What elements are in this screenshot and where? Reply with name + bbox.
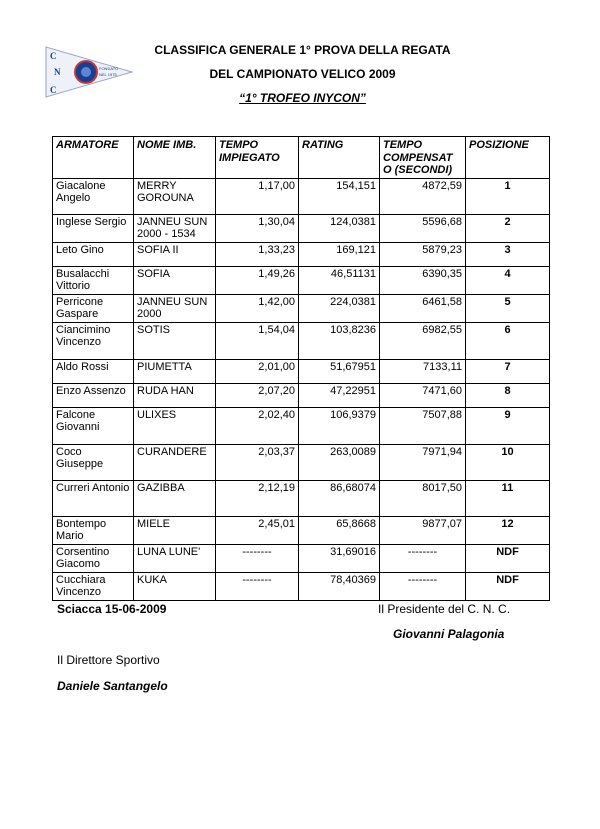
director-title: Il Direttore Sportivo bbox=[57, 653, 160, 667]
results-table bbox=[52, 136, 550, 601]
cell-armatore: Bontempo Mario bbox=[53, 516, 134, 544]
col-header-posizione: POSIZIONE bbox=[466, 137, 550, 179]
cell-tempo-compensato: 7507,88 bbox=[380, 407, 466, 444]
cell-nome-imb: JANNEU SUN 2000 - 1534 bbox=[134, 214, 216, 242]
cell-armatore: Giacalone Angelo bbox=[53, 178, 134, 214]
cell-posizione: 3 bbox=[466, 242, 550, 266]
cell-armatore: Perricone Gaspare bbox=[53, 294, 134, 322]
title-line-1: CLASSIFICA GENERALE 1° PROVA DELLA REGATA bbox=[154, 43, 451, 57]
cell-tempo-impiegato: 1,17,00 bbox=[216, 178, 299, 214]
cell-nome-imb: PIUMETTA bbox=[134, 359, 216, 383]
cell-posizione: 10 bbox=[466, 444, 550, 480]
cell-nome-imb: KUKA bbox=[134, 572, 216, 600]
cell-tempo-impiegato: 2,02,40 bbox=[216, 407, 299, 444]
cell-armatore: Curreri Antonio bbox=[53, 480, 134, 516]
cell-armatore: Busalacchi Vittorio bbox=[53, 266, 134, 294]
cell-posizione: NDF bbox=[466, 544, 550, 572]
table-row bbox=[53, 572, 550, 600]
col-header-tempo: TEMPO IMPIEGATO bbox=[216, 137, 299, 179]
cell-tempo-compensato: 6390,35 bbox=[380, 266, 466, 294]
col-header-rating: RATING bbox=[299, 137, 380, 179]
cell-tempo-compensato: 6461,58 bbox=[380, 294, 466, 322]
cell-tempo-compensato: 7971,94 bbox=[380, 444, 466, 480]
table-row bbox=[53, 178, 550, 214]
title-line-2: DEL CAMPIONATO VELICO 2009 bbox=[209, 67, 396, 81]
table-row bbox=[53, 359, 550, 383]
cell-armatore: Aldo Rossi bbox=[53, 359, 134, 383]
logo-badge-core-icon bbox=[81, 67, 91, 77]
cell-armatore: Ciancimino Vincenzo bbox=[53, 322, 134, 359]
cell-nome-imb: SOFIA II bbox=[134, 242, 216, 266]
logo-letter-bottom: C bbox=[50, 85, 57, 95]
logo-letter-middle: N bbox=[54, 67, 61, 77]
cell-posizione: 12 bbox=[466, 516, 550, 544]
president-title: Il Presidente del C. N. C. bbox=[378, 602, 511, 616]
cell-rating: 46,51131 bbox=[299, 266, 380, 294]
director-name: Daniele Santangelo bbox=[57, 679, 168, 693]
cell-rating: 78,40369 bbox=[299, 572, 380, 600]
cell-tempo-compensato: -------- bbox=[380, 572, 466, 600]
cell-nome-imb: SOTIS bbox=[134, 322, 216, 359]
cell-rating: 154,151 bbox=[299, 178, 380, 214]
cell-armatore: Corsentino Giacomo bbox=[53, 544, 134, 572]
cell-tempo-impiegato: 2,12,19 bbox=[216, 480, 299, 516]
cell-tempo-compensato: 6982,55 bbox=[380, 322, 466, 359]
cell-tempo-compensato: 4872,59 bbox=[380, 178, 466, 214]
cell-tempo-compensato: 7471,60 bbox=[380, 383, 466, 407]
cell-tempo-impiegato: -------- bbox=[216, 572, 299, 600]
logo-letter-top: C bbox=[50, 51, 57, 61]
cell-armatore: Inglese Sergio bbox=[53, 214, 134, 242]
cell-tempo-impiegato: 1,42,00 bbox=[216, 294, 299, 322]
logo-badge-text-2: NEL 1975 bbox=[99, 72, 117, 77]
cell-armatore: Leto Gino bbox=[53, 242, 134, 266]
cell-nome-imb: CURANDERE bbox=[134, 444, 216, 480]
cell-tempo-compensato: 8017,50 bbox=[380, 480, 466, 516]
cell-tempo-compensato: 7133,11 bbox=[380, 359, 466, 383]
cell-tempo-compensato: -------- bbox=[380, 544, 466, 572]
table-row bbox=[53, 266, 550, 294]
cell-tempo-impiegato: 2,07,20 bbox=[216, 383, 299, 407]
table-row bbox=[53, 480, 550, 516]
cell-tempo-impiegato: 2,03,37 bbox=[216, 444, 299, 480]
cell-nome-imb: GAZIBBA bbox=[134, 480, 216, 516]
cell-posizione: 6 bbox=[466, 322, 550, 359]
table-row bbox=[53, 544, 550, 572]
cell-nome-imb: ULIXES bbox=[134, 407, 216, 444]
cell-rating: 51,67951 bbox=[299, 359, 380, 383]
cell-rating: 169,121 bbox=[299, 242, 380, 266]
cell-nome-imb: SOFIA bbox=[134, 266, 216, 294]
col-header-compensato: TEMPO COMPENSAT O (SECONDI) bbox=[380, 137, 466, 179]
trophy-title: “1° TROFEO INYCON” bbox=[239, 91, 366, 105]
cell-armatore: Coco Giuseppe bbox=[53, 444, 134, 480]
table-row bbox=[53, 242, 550, 266]
cell-posizione: NDF bbox=[466, 572, 550, 600]
cell-tempo-impiegato: -------- bbox=[216, 544, 299, 572]
cell-tempo-impiegato: 1,33,23 bbox=[216, 242, 299, 266]
table-row bbox=[53, 444, 550, 480]
cell-nome-imb: LUNA LUNE' bbox=[134, 544, 216, 572]
cell-rating: 224,0381 bbox=[299, 294, 380, 322]
table-row bbox=[53, 516, 550, 544]
cell-armatore: Enzo Assenzo bbox=[53, 383, 134, 407]
table-row bbox=[53, 383, 550, 407]
col-header-nome: NOME IMB. bbox=[134, 137, 216, 179]
table-row bbox=[53, 322, 550, 359]
cell-posizione: 5 bbox=[466, 294, 550, 322]
cell-nome-imb: MERRY GOROUNA bbox=[134, 178, 216, 214]
cell-rating: 31,69016 bbox=[299, 544, 380, 572]
cell-tempo-compensato: 9877,07 bbox=[380, 516, 466, 544]
cell-nome-imb: JANNEU SUN 2000 bbox=[134, 294, 216, 322]
col-header-armatore: ARMATORE bbox=[53, 137, 134, 179]
cell-posizione: 2 bbox=[466, 214, 550, 242]
cell-rating: 106,9379 bbox=[299, 407, 380, 444]
cell-tempo-compensato: 5596,68 bbox=[380, 214, 466, 242]
cell-nome-imb: RUDA HAN bbox=[134, 383, 216, 407]
cell-tempo-impiegato: 1,54,04 bbox=[216, 322, 299, 359]
cell-tempo-impiegato: 2,45,01 bbox=[216, 516, 299, 544]
cell-tempo-impiegato: 1,49,26 bbox=[216, 266, 299, 294]
table-row bbox=[53, 294, 550, 322]
logo-badge-text-1: FONDATO bbox=[99, 66, 119, 71]
cell-rating: 65,8668 bbox=[299, 516, 380, 544]
cell-rating: 103,8236 bbox=[299, 322, 380, 359]
cell-posizione: 9 bbox=[466, 407, 550, 444]
cell-rating: 124,0381 bbox=[299, 214, 380, 242]
place-date: Sciacca 15-06-2009 bbox=[57, 602, 167, 616]
cell-tempo-compensato: 5879,23 bbox=[380, 242, 466, 266]
cell-armatore: Falcone Giovanni bbox=[53, 407, 134, 444]
cell-rating: 86,68074 bbox=[299, 480, 380, 516]
table-row bbox=[53, 214, 550, 242]
cell-rating: 47,22951 bbox=[299, 383, 380, 407]
cell-posizione: 8 bbox=[466, 383, 550, 407]
president-name: Giovanni Palagonia bbox=[393, 627, 505, 641]
cell-rating: 263,0089 bbox=[299, 444, 380, 480]
cell-tempo-impiegato: 1,30,04 bbox=[216, 214, 299, 242]
cell-posizione: 7 bbox=[466, 359, 550, 383]
table-header-row bbox=[53, 137, 550, 179]
club-logo bbox=[44, 45, 134, 99]
cell-posizione: 1 bbox=[466, 178, 550, 214]
cell-tempo-impiegato: 2,01,00 bbox=[216, 359, 299, 383]
cell-nome-imb: MIELE bbox=[134, 516, 216, 544]
table-row bbox=[53, 407, 550, 444]
cell-posizione: 11 bbox=[466, 480, 550, 516]
cell-posizione: 4 bbox=[466, 266, 550, 294]
cell-armatore: Cucchiara Vincenzo bbox=[53, 572, 134, 600]
